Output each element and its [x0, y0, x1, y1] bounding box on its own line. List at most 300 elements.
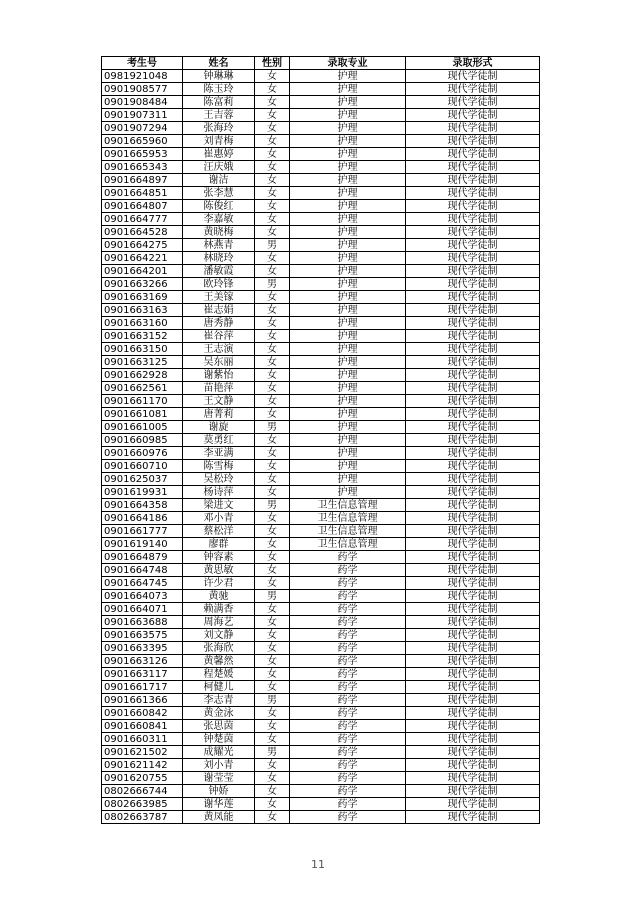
header-exam-number: 考生号 — [102, 57, 183, 70]
major-cell: 药学 — [290, 603, 406, 616]
admission-form-cell: 现代学徒制 — [406, 460, 540, 473]
admission-form-cell: 现代学徒制 — [406, 278, 540, 291]
page-number: 11 — [311, 858, 325, 871]
exam-number-cell: 0901660311 — [102, 733, 183, 746]
exam-number-cell: 0901664897 — [102, 174, 183, 187]
gender-cell: 女 — [255, 551, 290, 564]
gender-cell: 男 — [255, 694, 290, 707]
major-cell: 护理 — [290, 304, 406, 317]
table-row — [102, 551, 540, 564]
exam-number-cell: 0901664745 — [102, 577, 183, 590]
exam-number-cell: 0901907294 — [102, 122, 183, 135]
admission-form-cell: 现代学徒制 — [406, 434, 540, 447]
name-cell: 钟娇 — [183, 785, 255, 798]
admission-form-cell: 现代学徒制 — [406, 473, 540, 486]
table-row — [102, 252, 540, 265]
exam-number-cell: 0901664073 — [102, 590, 183, 603]
name-cell: 张李慧 — [183, 187, 255, 200]
gender-cell: 男 — [255, 239, 290, 252]
admission-form-cell: 现代学徒制 — [406, 668, 540, 681]
exam-number-cell: 0901664777 — [102, 213, 183, 226]
admission-form-cell: 现代学徒制 — [406, 486, 540, 499]
exam-number-cell: 0901661005 — [102, 421, 183, 434]
admission-form-cell: 现代学徒制 — [406, 83, 540, 96]
table-row — [102, 304, 540, 317]
table-row — [102, 161, 540, 174]
admission-form-cell: 现代学徒制 — [406, 720, 540, 733]
gender-cell: 女 — [255, 135, 290, 148]
table-row — [102, 148, 540, 161]
major-cell: 护理 — [290, 174, 406, 187]
admission-form-cell: 现代学徒制 — [406, 655, 540, 668]
table-row — [102, 499, 540, 512]
major-cell: 护理 — [290, 447, 406, 460]
exam-number-cell: 0802663985 — [102, 798, 183, 811]
table-row — [102, 96, 540, 109]
admission-form-cell: 现代学徒制 — [406, 525, 540, 538]
exam-number-cell: 0901660842 — [102, 707, 183, 720]
table-row — [102, 408, 540, 421]
table-row — [102, 603, 540, 616]
table-row — [102, 694, 540, 707]
table-row — [102, 473, 540, 486]
table-row — [102, 122, 540, 135]
name-cell: 邓小青 — [183, 512, 255, 525]
gender-cell: 女 — [255, 642, 290, 655]
gender-cell: 女 — [255, 109, 290, 122]
table-row — [102, 629, 540, 642]
exam-number-cell: 0901661170 — [102, 395, 183, 408]
table-row — [102, 70, 540, 83]
table-row — [102, 759, 540, 772]
major-cell: 护理 — [290, 291, 406, 304]
exam-number-cell: 0901619931 — [102, 486, 183, 499]
table-row — [102, 460, 540, 473]
gender-cell: 女 — [255, 577, 290, 590]
table-row — [102, 538, 540, 551]
table-row — [102, 590, 540, 603]
admission-form-cell: 现代学徒制 — [406, 733, 540, 746]
name-cell: 林晓玲 — [183, 252, 255, 265]
gender-cell: 女 — [255, 655, 290, 668]
admission-form-cell: 现代学徒制 — [406, 707, 540, 720]
admission-table — [101, 56, 540, 824]
major-cell: 护理 — [290, 148, 406, 161]
gender-cell: 女 — [255, 616, 290, 629]
major-cell: 药学 — [290, 564, 406, 577]
major-cell: 药学 — [290, 694, 406, 707]
gender-cell: 女 — [255, 811, 290, 824]
table-row — [102, 369, 540, 382]
admission-form-cell: 现代学徒制 — [406, 616, 540, 629]
admission-form-cell: 现代学徒制 — [406, 135, 540, 148]
major-cell: 药学 — [290, 772, 406, 785]
table-row — [102, 135, 540, 148]
admission-form-cell: 现代学徒制 — [406, 811, 540, 824]
name-cell: 周海艺 — [183, 616, 255, 629]
admission-form-cell: 现代学徒制 — [406, 109, 540, 122]
name-cell: 谢紫怡 — [183, 369, 255, 382]
exam-number-cell: 0901665343 — [102, 161, 183, 174]
gender-cell: 女 — [255, 629, 290, 642]
name-cell: 莫勇红 — [183, 434, 255, 447]
gender-cell: 女 — [255, 447, 290, 460]
gender-cell: 女 — [255, 291, 290, 304]
major-cell: 药学 — [290, 707, 406, 720]
table-row — [102, 785, 540, 798]
admission-form-cell: 现代学徒制 — [406, 577, 540, 590]
gender-cell: 女 — [255, 174, 290, 187]
major-cell: 护理 — [290, 408, 406, 421]
table-row — [102, 772, 540, 785]
gender-cell: 女 — [255, 213, 290, 226]
exam-number-cell: 0901664528 — [102, 226, 183, 239]
exam-number-cell: 0901663125 — [102, 356, 183, 369]
exam-number-cell: 0901660710 — [102, 460, 183, 473]
admission-form-cell: 现代学徒制 — [406, 629, 540, 642]
name-cell: 陈俊红 — [183, 200, 255, 213]
exam-number-cell: 0901619140 — [102, 538, 183, 551]
admission-form-cell: 现代学徒制 — [406, 785, 540, 798]
admission-form-cell: 现代学徒制 — [406, 395, 540, 408]
major-cell: 护理 — [290, 356, 406, 369]
exam-number-cell: 0901664807 — [102, 200, 183, 213]
major-cell: 护理 — [290, 473, 406, 486]
exam-number-cell: 0901664221 — [102, 252, 183, 265]
gender-cell: 男 — [255, 278, 290, 291]
exam-number-cell: 0901621142 — [102, 759, 183, 772]
admission-form-cell: 现代学徒制 — [406, 772, 540, 785]
gender-cell: 女 — [255, 70, 290, 83]
name-cell: 黄馨然 — [183, 655, 255, 668]
major-cell: 护理 — [290, 343, 406, 356]
name-cell: 黄凤能 — [183, 811, 255, 824]
exam-number-cell: 0901661777 — [102, 525, 183, 538]
major-cell: 护理 — [290, 434, 406, 447]
gender-cell: 女 — [255, 148, 290, 161]
exam-number-cell: 0901660841 — [102, 720, 183, 733]
major-cell: 药学 — [290, 798, 406, 811]
name-cell: 陈雪梅 — [183, 460, 255, 473]
exam-number-cell: 0901661717 — [102, 681, 183, 694]
exam-number-cell: 0901662561 — [102, 382, 183, 395]
name-cell: 刘文静 — [183, 629, 255, 642]
exam-number-cell: 0802663787 — [102, 811, 183, 824]
admission-form-cell: 现代学徒制 — [406, 759, 540, 772]
admission-form-cell: 现代学徒制 — [406, 499, 540, 512]
admission-form-cell: 现代学徒制 — [406, 551, 540, 564]
exam-number-cell: 0901664851 — [102, 187, 183, 200]
exam-number-cell: 0901620755 — [102, 772, 183, 785]
admission-form-cell: 现代学徒制 — [406, 382, 540, 395]
major-cell: 护理 — [290, 265, 406, 278]
gender-cell: 女 — [255, 356, 290, 369]
name-cell: 赖满香 — [183, 603, 255, 616]
admission-form-cell: 现代学徒制 — [406, 746, 540, 759]
name-cell: 成耀光 — [183, 746, 255, 759]
major-cell: 护理 — [290, 278, 406, 291]
table-row — [102, 616, 540, 629]
gender-cell: 女 — [255, 486, 290, 499]
gender-cell: 女 — [255, 603, 290, 616]
major-cell: 护理 — [290, 226, 406, 239]
table-row — [102, 317, 540, 330]
admission-form-cell: 现代学徒制 — [406, 356, 540, 369]
name-cell: 廖群 — [183, 538, 255, 551]
table-row — [102, 213, 540, 226]
major-cell: 药学 — [290, 616, 406, 629]
name-cell: 程楚媛 — [183, 668, 255, 681]
gender-cell: 女 — [255, 83, 290, 96]
exam-number-cell: 0901663163 — [102, 304, 183, 317]
name-cell: 李嘉敏 — [183, 213, 255, 226]
exam-number-cell: 0901908484 — [102, 96, 183, 109]
major-cell: 护理 — [290, 122, 406, 135]
gender-cell: 男 — [255, 590, 290, 603]
gender-cell: 女 — [255, 798, 290, 811]
name-cell: 欧玲锋 — [183, 278, 255, 291]
gender-cell: 女 — [255, 538, 290, 551]
name-cell: 陈玉玲 — [183, 83, 255, 96]
name-cell: 王志演 — [183, 343, 255, 356]
name-cell: 崔志娟 — [183, 304, 255, 317]
exam-number-cell: 0901664275 — [102, 239, 183, 252]
name-cell: 李志青 — [183, 694, 255, 707]
exam-number-cell: 0901664358 — [102, 499, 183, 512]
table-row — [102, 525, 540, 538]
name-cell: 黄晓梅 — [183, 226, 255, 239]
major-cell: 护理 — [290, 382, 406, 395]
table-row — [102, 109, 540, 122]
table-row — [102, 486, 540, 499]
table-row — [102, 421, 540, 434]
major-cell: 护理 — [290, 200, 406, 213]
gender-cell: 女 — [255, 161, 290, 174]
admission-form-cell: 现代学徒制 — [406, 174, 540, 187]
header-major: 录取专业 — [290, 57, 406, 70]
major-cell: 护理 — [290, 369, 406, 382]
major-cell: 药学 — [290, 811, 406, 824]
major-cell: 药学 — [290, 746, 406, 759]
admission-form-cell: 现代学徒制 — [406, 681, 540, 694]
major-cell: 药学 — [290, 577, 406, 590]
name-cell: 林燕青 — [183, 239, 255, 252]
admission-form-cell: 现代学徒制 — [406, 239, 540, 252]
name-cell: 谢旋 — [183, 421, 255, 434]
admission-form-cell: 现代学徒制 — [406, 70, 540, 83]
table-row — [102, 577, 540, 590]
gender-cell: 女 — [255, 304, 290, 317]
table-row — [102, 356, 540, 369]
admission-form-cell: 现代学徒制 — [406, 96, 540, 109]
admission-form-cell: 现代学徒制 — [406, 590, 540, 603]
gender-cell: 女 — [255, 772, 290, 785]
gender-cell: 女 — [255, 564, 290, 577]
name-cell: 张海欣 — [183, 642, 255, 655]
table-row — [102, 343, 540, 356]
exam-number-cell: 0901663575 — [102, 629, 183, 642]
exam-number-cell: 0901665953 — [102, 148, 183, 161]
admission-form-cell: 现代学徒制 — [406, 304, 540, 317]
exam-number-cell: 0901663169 — [102, 291, 183, 304]
admission-form-cell: 现代学徒制 — [406, 603, 540, 616]
exam-number-cell: 0901664186 — [102, 512, 183, 525]
name-cell: 王吉蓉 — [183, 109, 255, 122]
table-row — [102, 226, 540, 239]
gender-cell: 女 — [255, 317, 290, 330]
name-cell: 苗艳萍 — [183, 382, 255, 395]
admission-form-cell: 现代学徒制 — [406, 538, 540, 551]
exam-number-cell: 0981921048 — [102, 70, 183, 83]
gender-cell: 女 — [255, 785, 290, 798]
name-cell: 钟容素 — [183, 551, 255, 564]
major-cell: 卫生信息管理 — [290, 538, 406, 551]
exam-number-cell: 0901665960 — [102, 135, 183, 148]
exam-number-cell: 0901664879 — [102, 551, 183, 564]
admission-form-cell: 现代学徒制 — [406, 421, 540, 434]
table-row — [102, 798, 540, 811]
table-row — [102, 265, 540, 278]
name-cell: 柯健儿 — [183, 681, 255, 694]
name-cell: 梁进文 — [183, 499, 255, 512]
major-cell: 卫生信息管理 — [290, 499, 406, 512]
major-cell: 护理 — [290, 239, 406, 252]
table-row — [102, 434, 540, 447]
major-cell: 护理 — [290, 161, 406, 174]
admission-form-cell: 现代学徒制 — [406, 343, 540, 356]
name-cell: 黄驰 — [183, 590, 255, 603]
admission-form-cell: 现代学徒制 — [406, 200, 540, 213]
table-row — [102, 83, 540, 96]
exam-number-cell: 0901663688 — [102, 616, 183, 629]
major-cell: 药学 — [290, 629, 406, 642]
major-cell: 护理 — [290, 135, 406, 148]
major-cell: 药学 — [290, 720, 406, 733]
table-row — [102, 239, 540, 252]
table-row — [102, 746, 540, 759]
admission-form-cell: 现代学徒制 — [406, 317, 540, 330]
name-cell: 钟楚茵 — [183, 733, 255, 746]
major-cell: 护理 — [290, 70, 406, 83]
major-cell: 药学 — [290, 733, 406, 746]
name-cell: 钟琳琳 — [183, 70, 255, 83]
name-cell: 刘青梅 — [183, 135, 255, 148]
name-cell: 许少君 — [183, 577, 255, 590]
table-row — [102, 447, 540, 460]
gender-cell: 女 — [255, 382, 290, 395]
name-cell: 张海玲 — [183, 122, 255, 135]
major-cell: 护理 — [290, 330, 406, 343]
name-cell: 张思茵 — [183, 720, 255, 733]
exam-number-cell: 0901664748 — [102, 564, 183, 577]
gender-cell: 女 — [255, 187, 290, 200]
gender-cell: 女 — [255, 759, 290, 772]
table-row — [102, 330, 540, 343]
table-row — [102, 733, 540, 746]
gender-cell: 女 — [255, 226, 290, 239]
name-cell: 杨诗萍 — [183, 486, 255, 499]
table-row — [102, 642, 540, 655]
exam-number-cell: 0901663266 — [102, 278, 183, 291]
exam-number-cell: 0901663152 — [102, 330, 183, 343]
major-cell: 护理 — [290, 83, 406, 96]
major-cell: 药学 — [290, 551, 406, 564]
exam-number-cell: 0901661366 — [102, 694, 183, 707]
table-row — [102, 681, 540, 694]
major-cell: 药学 — [290, 785, 406, 798]
table-row — [102, 174, 540, 187]
name-cell: 王文静 — [183, 395, 255, 408]
major-cell: 护理 — [290, 460, 406, 473]
header-row — [102, 57, 540, 70]
exam-number-cell: 0901661081 — [102, 408, 183, 421]
major-cell: 护理 — [290, 109, 406, 122]
table-row — [102, 655, 540, 668]
table-row — [102, 811, 540, 824]
name-cell: 刘小青 — [183, 759, 255, 772]
name-cell: 李亚满 — [183, 447, 255, 460]
exam-number-cell: 0901660976 — [102, 447, 183, 460]
gender-cell: 女 — [255, 252, 290, 265]
gender-cell: 女 — [255, 395, 290, 408]
name-cell: 陈富莉 — [183, 96, 255, 109]
table-row — [102, 382, 540, 395]
gender-cell: 女 — [255, 733, 290, 746]
gender-cell: 女 — [255, 460, 290, 473]
major-cell: 药学 — [290, 759, 406, 772]
exam-number-cell: 0901663150 — [102, 343, 183, 356]
gender-cell: 女 — [255, 525, 290, 538]
major-cell: 药学 — [290, 681, 406, 694]
name-cell: 汪庆娥 — [183, 161, 255, 174]
exam-number-cell: 0901621502 — [102, 746, 183, 759]
exam-number-cell: 0901663395 — [102, 642, 183, 655]
major-cell: 护理 — [290, 421, 406, 434]
header-admission-form: 录取形式 — [406, 57, 540, 70]
admission-form-cell: 现代学徒制 — [406, 447, 540, 460]
admission-form-cell: 现代学徒制 — [406, 122, 540, 135]
gender-cell: 女 — [255, 369, 290, 382]
gender-cell: 女 — [255, 408, 290, 421]
exam-number-cell: 0901664201 — [102, 265, 183, 278]
admission-form-cell: 现代学徒制 — [406, 291, 540, 304]
admission-form-cell: 现代学徒制 — [406, 252, 540, 265]
exam-number-cell: 0901625037 — [102, 473, 183, 486]
name-cell: 谢洁 — [183, 174, 255, 187]
name-cell: 谢华莲 — [183, 798, 255, 811]
table-row — [102, 668, 540, 681]
exam-number-cell: 0901663160 — [102, 317, 183, 330]
exam-number-cell: 0802666744 — [102, 785, 183, 798]
major-cell: 护理 — [290, 317, 406, 330]
name-cell: 唐菁莉 — [183, 408, 255, 421]
admission-form-cell: 现代学徒制 — [406, 512, 540, 525]
name-cell: 谢莹莹 — [183, 772, 255, 785]
exam-number-cell: 0901660985 — [102, 434, 183, 447]
gender-cell: 女 — [255, 122, 290, 135]
major-cell: 护理 — [290, 252, 406, 265]
major-cell: 药学 — [290, 668, 406, 681]
gender-cell: 女 — [255, 343, 290, 356]
gender-cell: 男 — [255, 746, 290, 759]
gender-cell: 女 — [255, 434, 290, 447]
exam-number-cell: 0901662928 — [102, 369, 183, 382]
name-cell: 蔡松洋 — [183, 525, 255, 538]
gender-cell: 女 — [255, 512, 290, 525]
exam-number-cell: 0901663126 — [102, 655, 183, 668]
admission-form-cell: 现代学徒制 — [406, 694, 540, 707]
admission-form-cell: 现代学徒制 — [406, 408, 540, 421]
